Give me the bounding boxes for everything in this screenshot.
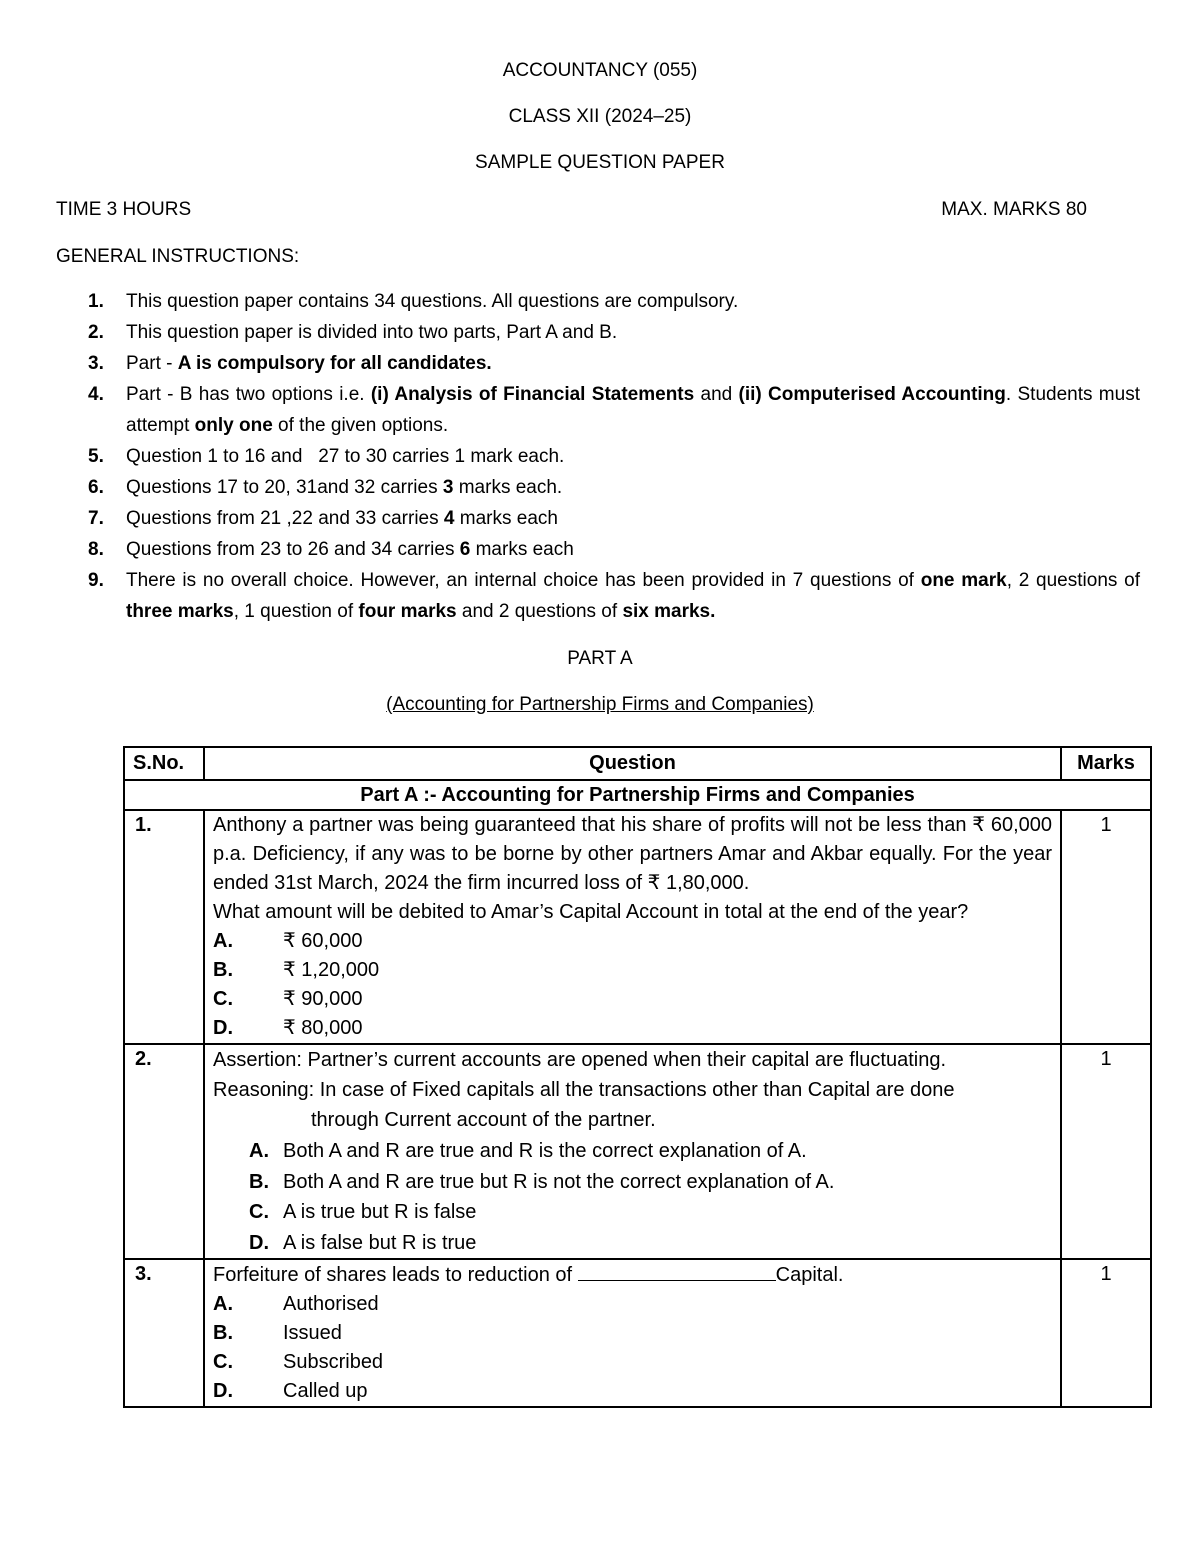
section-row [124,780,1151,810]
class-title: CLASS XII (2024–25) [508,106,692,127]
instruction-number: 6. [88,477,104,498]
question-text: Forfeiture of shares leads to reduction of Capital. [213,1260,1052,1290]
header-sno: S.No. [124,747,204,780]
header-marks: Marks [1061,747,1151,780]
instruction-item: 8. Questions from 23 to 26 and 34 carries 6 marks each [56,534,1140,565]
instructions-list [56,286,1140,627]
option-c: C. Subscribed [213,1351,384,1373]
instruction-number: 3. [88,353,104,374]
question-number: 1. [124,810,204,1044]
table-row [124,810,1151,1044]
question-cell [204,1259,1061,1407]
instruction-number: 7. [88,508,104,529]
instruction-item: 3. Part - A is compulsory for all candidates. [56,348,1140,379]
option-b: B. ₹ 1,20,000 [213,959,380,981]
instruction-item: 1. This question paper contains 34 questions. All questions are compulsory. [56,286,1140,317]
instruction-number: 4. [88,384,104,405]
question-marks: 1 [1061,1044,1151,1259]
option-d: D. ₹ 80,000 [213,1017,363,1039]
instruction-item: 9. There is no overall choice. However, an internal choice has been provided in 7 questions of one mark, 2 questions of three marks, 1 question of four marks and 2 questions of six marks. [56,565,1140,627]
option-a: A. ₹ 60,000 [213,930,363,952]
instruction-number: 2. [88,322,104,343]
instruction-number: 1. [88,291,104,312]
instruction-number: 9. [88,570,104,591]
question-number: 2. [124,1044,204,1259]
option-c: C. A is true but R is false [249,1201,477,1223]
section-title: Part A :- Accounting for Partnership Firms and Companies [124,780,1151,810]
instruction-number: 5. [88,446,104,467]
assertion-text: Assertion: Partner’s current accounts are opened when their capital are fluctuating. [213,1049,947,1071]
option-d: D. A is false but R is true [249,1231,477,1254]
option-b: B. Both A and R are true but R is not the correct explanation of A. [249,1170,835,1193]
option-a: A. Both A and R are true and R is the correct explanation of A. [249,1140,807,1162]
option-c: C. ₹ 90,000 [213,988,363,1010]
option-a: A. Authorised [213,1293,379,1315]
table-header-row [124,747,1151,780]
table-row [124,1044,1151,1259]
instruction-number: 8. [88,539,104,560]
option-b: B. Issued [213,1322,342,1344]
answer-blank [578,1260,776,1281]
table-row [124,1259,1151,1407]
reasoning-text: Reasoning: In case of Fixed capitals all the transactions other than Capital are done [213,1079,955,1101]
paper-title: SAMPLE QUESTION PAPER [475,152,725,173]
question-text: Anthony a partner was being guaranteed that his share of profits will not be less than ₹ 60,000 p.a. Deficiency, if any was to be borne by other partners Amar and Akbar equally. For the year ended 31st March, 2024 the firm incurred loss of ₹ 1,80,000. [213,814,1052,894]
subject-title: ACCOUNTANCY (055) [502,60,698,81]
instruction-item: 2. This question paper is divided into two parts, Part A and B. [56,317,1140,348]
header-question: Question [204,747,1061,780]
part-title: PART A [567,648,633,669]
time-label: TIME 3 HOURS [56,199,192,220]
question-cell [204,1044,1061,1259]
part-subtitle: (Accounting for Partnership Firms and Companies) [386,694,814,715]
max-marks-label: MAX. MARKS 80 [941,199,1087,220]
instruction-item: 5. Question 1 to 16 and 27 to 30 carries 1 mark each. [56,441,1140,472]
instruction-item: 4. Part - B has two options i.e. (i) Analysis of Financial Statements and (ii) Computerised Accounting. Students must attempt only one of the given options. [56,379,1140,441]
option-d: D. Called up [213,1380,368,1402]
question-number: 3. [124,1259,204,1407]
question-marks: 1 [1061,1259,1151,1407]
instruction-item: 7. Questions from 21 ,22 and 33 carries 4 marks each [56,503,1140,534]
questions-table [123,746,1152,1408]
question-cell [204,810,1061,1044]
reasoning-continued: through Current account of the partner. [311,1109,656,1131]
instructions-title: GENERAL INSTRUCTIONS: [56,246,300,267]
question-text: What amount will be debited to Amar’s Capital Account in total at the end of the year? [213,901,969,923]
instruction-item: 6. Questions 17 to 20, 31and 32 carries 3 marks each. [56,472,1140,503]
question-marks: 1 [1061,810,1151,1044]
